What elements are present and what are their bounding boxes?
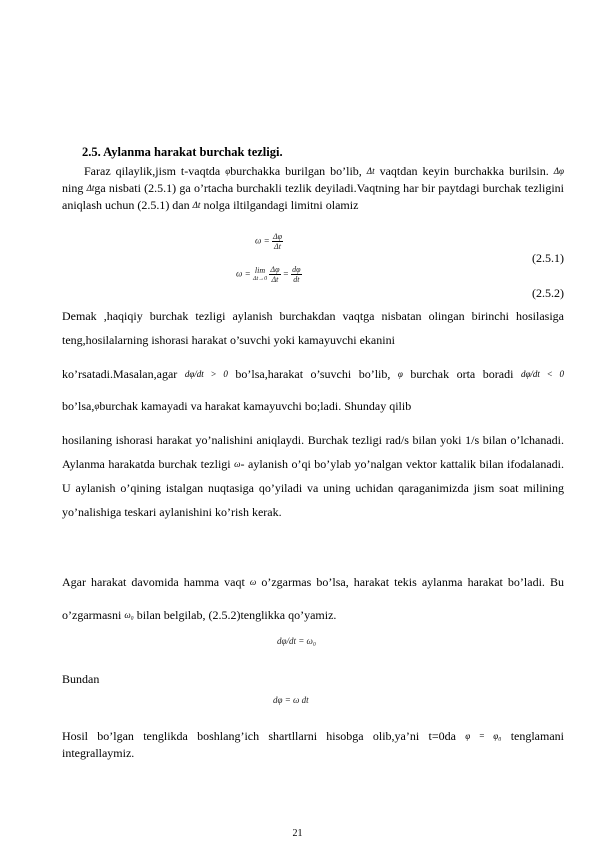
equation-2-5-1: ω = $\frac{\Delta\varphi}{\Delta t}$ [255,232,283,251]
equation-2-5-2: ω = lim Δt→0 $\frac{\Delta\varphi}{\Delta t}$ = $\frac{d\varphi}{dt}$ [236,265,301,284]
paragraph-sign: ko’rsatadi.Masalan,agar dφ/dt > 0 bo’lsa,harakat o’suvchi bo’lib, φ burchak orta boradi dφ/dt < 0 bo’lsa,φburchak kamayadi va harakat kamayuvchi bo;ladi. Shunday qilib [62,367,565,413]
word-bundan: Bundan [62,672,100,686]
equation-number-2: (2.5.2) [532,286,564,300]
paragraph-vector: hosilaning ishorasi harakat yo’nalishini aniqlaydi. Burchak tezligi rad/s bilan yoki 1/s bilan o’lchanadi. Aylanma harakatda burchak tezligi ω- aylanish o’qi bo’ylab yo’nalgan vektor kattalik bilan ifodalanadi. U aylanish o’qining istalgan nuqtasiga qo’yiladi va uning uchidan qaraganimizda jism soat milining yo’nalishiga teskari aylanishini ko’rish kerak. [62,433,565,519]
equation-differential: dφ = ω dt [273,695,309,705]
equation-constant-velocity: dφ/dt = ω₀ [277,636,317,646]
equation-number-1: (2.5.1) [532,251,564,265]
paragraph-integrate: Hosil bo’lgan tenglikda boshlang’ich shartllarni hisobga olib,ya’ni t=0da φ = φ₀ tenglamani integrallaymiz. [62,729,565,760]
paragraph-derivative: Demak ,haqiqiy burchak tezligi aylanish burchakdan vaqtga nisbatan olingan birinchi hosilasiga teng,hosilalarning ishorasi harakat o’suvchi yoki kamayuvchi ekanini [62,309,564,347]
page-number: 21 [292,828,303,839]
section-heading: 2.5. Aylanma harakat burchak tezligi. [82,145,283,159]
paragraph-uniform: Agar harakat davomida hamma vaqt ω o’zgarmas bo’lsa, harakat tekis aylanma harakat bo’ladi. Bu o’zgarmasni ω₀ bilan belgilab, (2.5.2)tenglikka qo’yamiz. [62,575,564,622]
paragraph-intro: Faraz qilaylik,jism t-vaqtda φburchakka burilgan bo’lib, Δt vaqtdan keyin burchakka burilsin. Δφ ning Δtga nisbati (2.5.1) ga o’rtacha burchakli tezlik deyiladi.Vaqtning har bir paytdagi burchak tezligini aniqlash uchun (2.5.1) dan Δt nolga iltilgandagi limitni olamiz [62,164,565,212]
